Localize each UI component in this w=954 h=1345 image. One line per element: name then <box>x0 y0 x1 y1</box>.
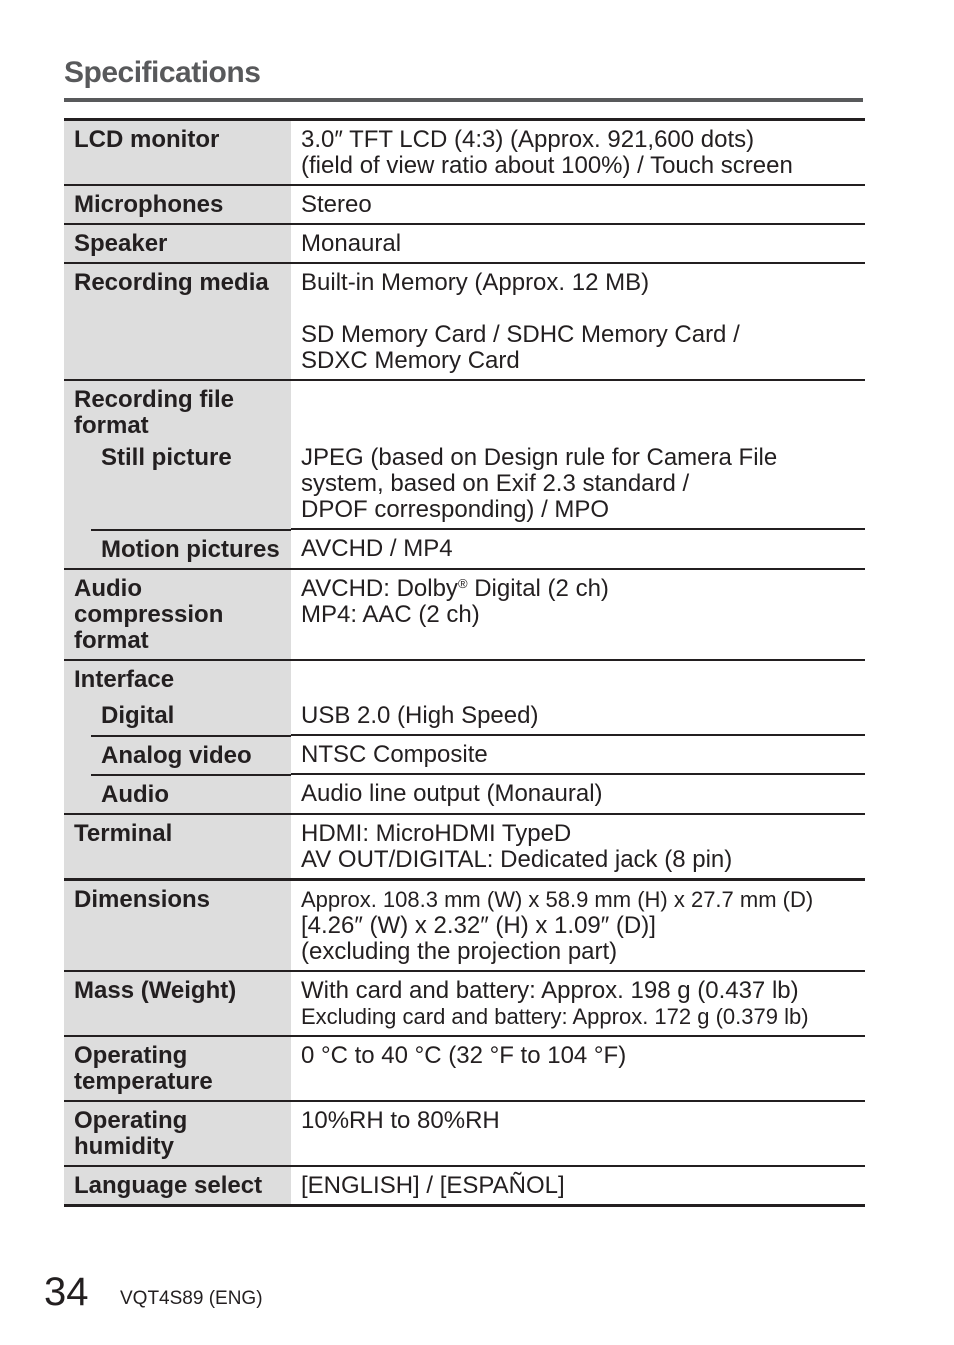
value-audio: Audio line output (Monaural) <box>301 780 603 807</box>
row-recording-file-format <box>64 380 865 439</box>
row-recording-media <box>64 263 865 380</box>
label-file-format-line1: Recording file <box>74 386 235 413</box>
label-terminal: Terminal <box>74 820 173 847</box>
value-avchd-prefix: AVCHD: Dolby <box>301 575 458 602</box>
label-motion-pictures: Motion pictures <box>91 529 291 568</box>
value-language-select: [ENGLISH] / [ESPAÑOL] <box>301 1172 565 1199</box>
row-motion-pictures <box>64 529 865 569</box>
label-digital: Digital <box>101 702 175 729</box>
label-microphones: Microphones <box>74 191 224 218</box>
value-terminal-line2: AV OUT/DIGITAL: Dedicated jack (8 pin) <box>301 846 733 873</box>
label-ophum-line2: humidity <box>74 1133 174 1160</box>
label-audio-comp-line3: format <box>74 627 149 654</box>
value-audio-comp-line2: MP4: AAC (2 ch) <box>301 601 480 628</box>
value-lcd-line1: 3.0″ TFT LCD (4:3) (Approx. 921,600 dots) <box>301 126 755 153</box>
label-still-picture: Still picture <box>101 444 232 471</box>
row-speaker <box>64 224 865 263</box>
label-lcd-monitor: LCD monitor <box>74 126 220 153</box>
row-audio-compression <box>64 569 865 660</box>
label-language-select: Language select <box>74 1172 263 1199</box>
value-motion-pictures: AVCHD / MP4 <box>301 535 453 562</box>
row-still-picture <box>64 439 865 529</box>
page-title: Specifications <box>64 56 261 89</box>
value-speaker: Monaural <box>301 230 402 257</box>
registered-mark: ® <box>457 576 468 591</box>
label-recording-media: Recording media <box>74 269 269 296</box>
value-still-line3: DPOF corresponding) / MPO <box>301 496 610 523</box>
label-speaker: Speaker <box>74 230 168 257</box>
value-dimensions-line1: Approx. 108.3 mm (W) x 58.9 mm (H) x 27.7 mm (D) <box>301 887 814 912</box>
label-optemp-line2: temperature <box>74 1068 213 1095</box>
label-optemp-line1: Operating <box>74 1042 188 1069</box>
row-language-select <box>64 1166 865 1206</box>
value-digital: USB 2.0 (High Speed) <box>301 702 539 729</box>
row-operating-humidity <box>64 1101 865 1166</box>
value-still-line1: JPEG (based on Design rule for Camera File <box>301 444 778 471</box>
row-analog-video <box>64 735 865 774</box>
value-operating-temperature: 0 °C to 40 °C (32 °F to 104 °F) <box>301 1042 627 1069</box>
value-microphones: Stereo <box>301 191 372 218</box>
label-interface: Interface <box>74 666 175 693</box>
page-number: 34 <box>44 1270 89 1314</box>
value-audio-comp-line1 <box>301 576 857 602</box>
value-lcd-line2: (field of view ratio about 100%) / Touch screen <box>301 152 793 179</box>
specifications-table <box>64 118 865 1207</box>
label-analog-video: Analog video <box>91 735 291 774</box>
value-media-line3: SDXC Memory Card <box>301 347 520 374</box>
value-terminal-line1: HDMI: MicroHDMI TypeD <box>301 820 572 847</box>
document-code: VQT4S89 (ENG) <box>120 1288 263 1309</box>
row-mass <box>64 971 865 1036</box>
row-audio <box>64 774 865 814</box>
row-interface <box>64 660 865 697</box>
row-operating-temperature <box>64 1036 865 1101</box>
value-media-line2: SD Memory Card / SDHC Memory Card / <box>301 321 740 348</box>
label-ophum-line1: Operating <box>74 1107 188 1134</box>
value-still-line2: system, based on Exif 2.3 standard / <box>301 470 690 497</box>
row-terminal <box>64 814 865 880</box>
value-avchd-suffix: Digital (2 ch) <box>467 575 609 602</box>
value-dimensions-line3: (excluding the projection part) <box>301 938 618 965</box>
title-rule <box>64 98 863 102</box>
value-operating-humidity: 10%RH to 80%RH <box>301 1107 500 1134</box>
value-mass-line2: Excluding card and battery: Approx. 172 g (0.379 lb) <box>301 1004 809 1029</box>
label-audio: Audio <box>91 774 291 813</box>
row-digital <box>64 697 865 735</box>
label-audio-comp-line1: Audio <box>74 575 142 602</box>
row-dimensions <box>64 880 865 972</box>
label-audio-comp-line2: compression <box>74 601 224 628</box>
row-microphones <box>64 185 865 224</box>
row-lcd-monitor <box>64 120 865 186</box>
value-media-line1: Built-in Memory (Approx. 12 MB) <box>301 269 650 296</box>
label-file-format-line2: format <box>74 412 149 439</box>
label-dimensions: Dimensions <box>74 886 211 913</box>
value-mass-line1: With card and battery: Approx. 198 g (0.437 lb) <box>301 977 799 1004</box>
label-mass: Mass (Weight) <box>74 977 237 1004</box>
value-analog-video: NTSC Composite <box>301 741 488 768</box>
value-dimensions-line2: [4.26″ (W) x 2.32″ (H) x 1.09″ (D)] <box>301 912 656 939</box>
